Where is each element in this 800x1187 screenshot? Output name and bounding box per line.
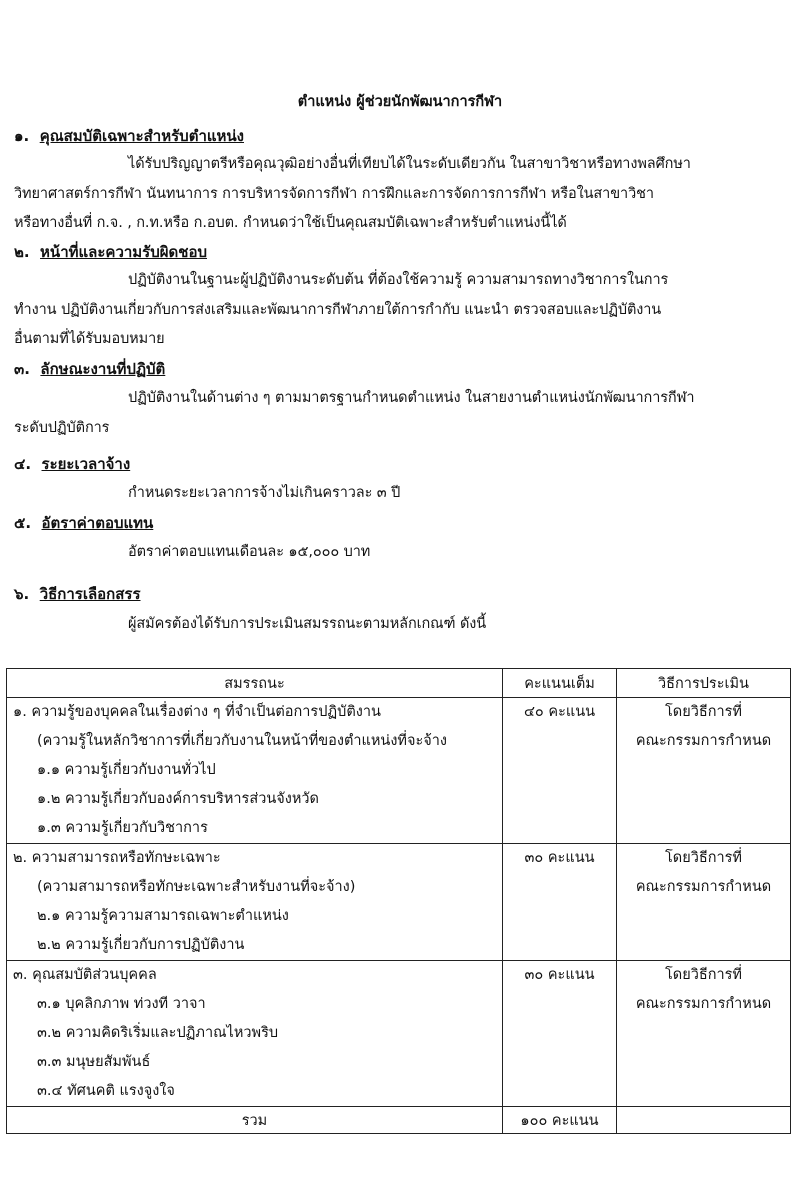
section-6-number: ๖.	[14, 585, 30, 603]
section-5-number: ๕.	[14, 514, 32, 532]
competency-line: ๑. ความรู้ของบุคคลในเรื่องต่าง ๆ ที่จำเป็นต่อการปฏิบัติงาน	[13, 704, 381, 720]
section-4-number: ๔.	[14, 455, 32, 473]
total-method	[617, 1107, 791, 1134]
competency-table	[6, 668, 791, 1134]
competency-line: ๑.๑ ความรู้เกี่ยวกับงานทั่วไป	[37, 762, 216, 778]
section-5-label: อัตราค่าตอบแทน	[41, 514, 154, 532]
score-cell	[503, 844, 617, 961]
score-value: ๓๐ คะแนน	[524, 850, 595, 866]
competency-line: ๒.๑ ความรู้ความสามารถเฉพาะตำแหน่ง	[37, 908, 289, 924]
score-value: ๔๐ คะแนน	[523, 704, 596, 720]
method-cell	[617, 844, 791, 961]
table-header-row	[7, 669, 791, 698]
table-row	[7, 698, 791, 844]
method-line: โดยวิธีการที่	[665, 967, 742, 983]
section-1-number: ๑.	[14, 127, 30, 145]
section-5-heading	[14, 511, 153, 535]
total-score: ๑๐๐ คะแนน	[503, 1107, 617, 1134]
method-cell	[617, 961, 791, 1107]
section-6-heading	[14, 582, 141, 606]
competency-line: ๓. คุณสมบัติส่วนบุคคล	[13, 967, 157, 983]
score-cell	[503, 961, 617, 1107]
competency-cell	[7, 961, 503, 1107]
score-cell	[503, 698, 617, 844]
section-2-number: ๒.	[14, 243, 30, 261]
section-3-heading	[14, 357, 165, 381]
section-4-heading	[14, 452, 130, 476]
section-2-line: ทำงาน ปฏิบัติงานเกี่ยวกับการส่งเสริมและพัฒนาการกีฬาภายใต้การกำกับ แนะนำ ตรวจสอบและปฏิบัติงาน	[14, 302, 662, 318]
section-1-heading	[14, 124, 244, 148]
section-1-line: วิทยาศาสตร์การกีฬา นันทนาการ การบริหารจัดการกีฬา การฝึกและการจัดการการกีฬา หรือในสาขาวิชา	[14, 186, 654, 202]
competency-line: ๓.๒ ความคิดริเริ่มและปฏิภาณไหวพริบ	[37, 1025, 279, 1041]
method-line: คณะกรรมการกำหนด	[635, 879, 772, 895]
competency-line: ๓.๔ ทัศนคติ แรงจูงใจ	[37, 1083, 175, 1099]
competency-line: ๑.๒ ความรู้เกี่ยวกับองค์การบริหารส่วนจังหวัด	[37, 791, 319, 807]
total-label: รวม	[7, 1107, 503, 1134]
method-line: โดยวิธีการที่	[665, 704, 742, 720]
section-2-line: อื่นตามที่ได้รับมอบหมาย	[14, 331, 165, 347]
section-6-label: วิธีการเลือกสรร	[39, 585, 141, 603]
competency-line: (ความสามารถหรือทักษะเฉพาะสำหรับงานที่จะจ้าง)	[37, 879, 356, 895]
section-2-heading	[14, 240, 207, 264]
section-1-line: ได้รับปริญญาตรีหรือคุณวุฒิอย่างอื่นที่เทียบได้ในระดับเดียวกัน ในสาขาวิชาหรือทางพลศึกษา	[128, 156, 691, 172]
section-3-label: ลักษณะงานที่ปฏิบัติ	[40, 360, 166, 378]
competency-line: ๒.๒ ความรู้เกี่ยวกับการปฏิบัติงาน	[37, 937, 245, 953]
competency-line: ๒. ความสามารถหรือทักษะเฉพาะ	[13, 850, 221, 866]
section-2-label: หน้าที่และความรับผิดชอบ	[40, 243, 208, 261]
table-total-row	[7, 1107, 791, 1134]
page-title: ตำแหน่ง ผู้ช่วยนักพัฒนาการกีฬา	[297, 94, 503, 110]
competency-line: (ความรู้ในหลักวิชาการที่เกี่ยวกับงานในหน้าที่ของตำแหน่งที่จะจ้าง	[37, 733, 447, 749]
table-row	[7, 961, 791, 1107]
section-3-line: ปฏิบัติงานในด้านต่าง ๆ ตามมาตรฐานกำหนดตำแหน่ง ในสายงานตำแหน่งนักพัฒนาการกีฬา	[128, 390, 695, 406]
section-2-line: ปฏิบัติงานในฐานะผู้ปฏิบัติงานระดับต้น ที่ต้องใช้ความรู้ ความสามารถทางวิชาการในการ	[128, 272, 669, 288]
score-value: ๓๐ คะแนน	[524, 967, 595, 983]
section-4-label: ระยะเวลาจ้าง	[41, 455, 131, 473]
section-5-line: อัตราค่าตอบแทนเดือนละ ๑๕,๐๐๐ บาท	[128, 544, 371, 560]
competency-cell	[7, 698, 503, 844]
competency-line: ๓.๓ มนุษยสัมพันธ์	[37, 1054, 151, 1070]
table-row	[7, 844, 791, 961]
header-competency: สมรรถนะ	[7, 669, 503, 698]
section-3-line: ระดับปฏิบัติการ	[14, 420, 110, 436]
header-full-score: คะแนนเต็ม	[503, 669, 617, 698]
method-line: คณะกรรมการกำหนด	[635, 996, 772, 1012]
section-4-line: กำหนดระยะเวลาการจ้างไม่เกินคราวละ ๓ ปี	[128, 485, 401, 501]
competency-line: ๓.๑ บุคลิกภาพ ท่วงที วาจา	[37, 996, 206, 1012]
section-1-label: คุณสมบัติเฉพาะสำหรับตำแหน่ง	[39, 127, 244, 145]
method-line: คณะกรรมการกำหนด	[635, 733, 772, 749]
method-line: โดยวิธีการที่	[665, 850, 742, 866]
section-6-line: ผู้สมัครต้องได้รับการประเมินสมรรถนะตามหลักเกณฑ์ ดังนี้	[128, 616, 487, 632]
section-3-number: ๓.	[14, 360, 30, 378]
header-evaluation-method: วิธีการประเมิน	[617, 669, 791, 698]
method-cell	[617, 698, 791, 844]
competency-line: ๑.๓ ความรู้เกี่ยวกับวิชาการ	[37, 820, 208, 836]
competency-cell	[7, 844, 503, 961]
section-1-line: หรือทางอื่นที่ ก.จ. , ก.ท.หรือ ก.อบต. กำหนดว่าใช้เป็นคุณสมบัติเฉพาะสำหรับตำแหน่งนี้ได้	[14, 215, 567, 231]
